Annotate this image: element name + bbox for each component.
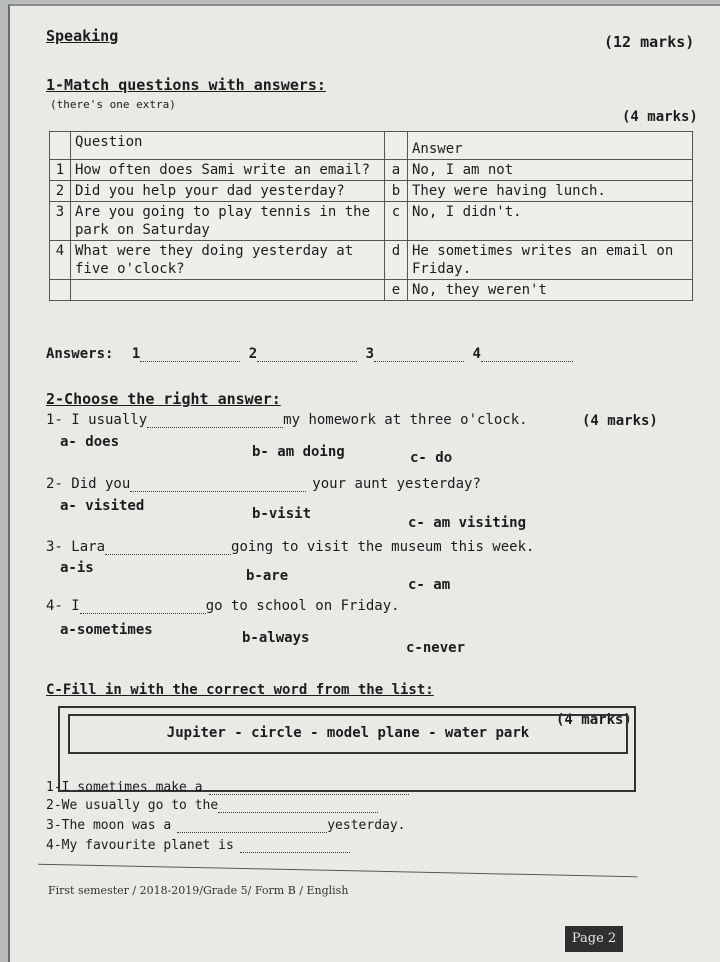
option-a[interactable]: a- does: [60, 434, 120, 450]
answers-line: [46, 346, 573, 362]
fill-item-2: 2-We usually go to the: [46, 798, 378, 813]
blank[interactable]: [240, 840, 350, 853]
section3-marks: (4 marks): [556, 712, 632, 728]
blank[interactable]: [209, 782, 409, 795]
answers-label: Answers:: [46, 346, 114, 362]
col-question: Question: [71, 132, 385, 160]
blank[interactable]: [105, 542, 231, 555]
table-header-row: [50, 132, 693, 160]
option-a[interactable]: a-sometimes: [60, 622, 153, 638]
answer-4-blank[interactable]: [481, 349, 573, 362]
option-c[interactable]: c- am visiting: [408, 515, 527, 531]
total-marks: (12 marks): [604, 33, 695, 51]
col-answer: Answer: [408, 132, 693, 160]
section2-title: 2-Choose the right answer:: [46, 390, 281, 408]
word-list: Jupiter - circle - model plane - water park: [68, 714, 628, 754]
question-2-3: 3- Lara going to visit the museum this week.: [46, 539, 535, 555]
option-b[interactable]: b-visit: [252, 506, 312, 522]
table-row: 4 What were they doing yesterday at five o'clock? d He sometimes writes an email on Friday.: [50, 241, 693, 280]
option-b[interactable]: b- am doing: [252, 444, 345, 460]
table-row: 3 Are you going to play tennis in the park on Saturday c No, I didn't.: [50, 202, 693, 241]
blank[interactable]: [177, 820, 327, 833]
blank[interactable]: [147, 415, 283, 428]
section2-marks: (4 marks): [582, 413, 658, 429]
option-b[interactable]: b-always: [242, 630, 310, 646]
blank[interactable]: [130, 479, 306, 492]
question-2-4: 4- I go to school on Friday.: [46, 598, 400, 614]
option-c[interactable]: c-never: [406, 640, 466, 656]
blank[interactable]: [218, 800, 378, 813]
section1-title: 1-Match questions with answers:: [46, 76, 326, 94]
section1-note: (there's one extra): [50, 98, 176, 111]
option-b[interactable]: b-are: [246, 568, 289, 584]
answer-1-blank[interactable]: [140, 349, 240, 362]
section3-title: C-Fill in with the correct word from the list:: [46, 682, 434, 698]
answer-4-label: 4: [472, 346, 481, 362]
section1-marks: (4 marks): [622, 109, 698, 125]
question-2-1: 1- I usually my homework at three o'clock.: [46, 412, 528, 428]
table-row: 2 Did you help your dad yesterday? b They were having lunch.: [50, 181, 693, 202]
question-2-2: 2- Did you your aunt yesterday?: [46, 476, 481, 492]
match-table: [49, 131, 693, 301]
page-number: Page 2: [565, 926, 623, 952]
option-a[interactable]: a- visited: [60, 498, 145, 514]
option-c[interactable]: c- do: [410, 450, 453, 466]
fill-item-1: 1-I sometimes make a: [46, 780, 409, 795]
table-row: e No, they weren't: [50, 280, 693, 301]
answer-2-blank[interactable]: [257, 349, 357, 362]
answer-3-blank[interactable]: [374, 349, 464, 362]
answer-1-label: 1: [131, 346, 141, 362]
option-c[interactable]: c- am: [408, 577, 451, 593]
section-title-speaking: Speaking: [46, 27, 119, 45]
answer-2-label: 2: [248, 346, 258, 362]
answer-3-label: 3: [365, 346, 375, 362]
option-a[interactable]: a-is: [60, 560, 94, 576]
table-row: 1 How often does Sami write an email? a No, I am not: [50, 160, 693, 181]
fill-item-4: 4-My favourite planet is: [46, 838, 350, 853]
footer-text: First semester / 2018-2019/Grade 5/ Form B / English: [48, 884, 349, 897]
fill-item-3: 3-The moon was a yesterday.: [46, 818, 406, 833]
blank[interactable]: [80, 601, 206, 614]
